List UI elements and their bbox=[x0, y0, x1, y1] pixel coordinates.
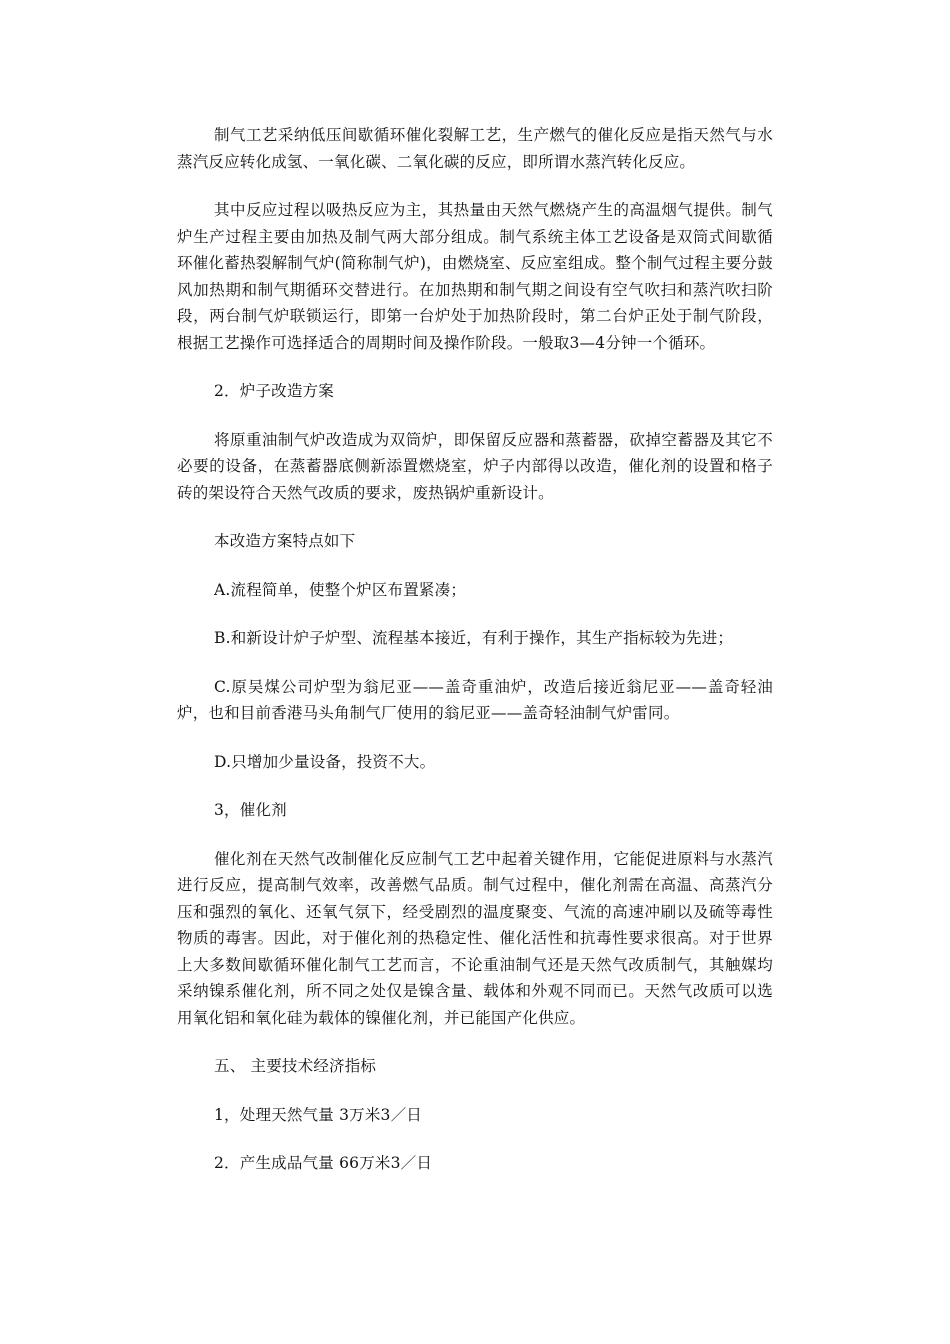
list-item-feature-d: D.只增加少量设备，投资不大。 bbox=[214, 752, 436, 771]
paragraph-process-intro: 制气工艺采纳低压间歇循环催化裂解工艺，生产燃气的催化反应是指天然气与水蒸汽反应转化成氢、一氧化碳、二氧化碳的反应，即所谓水蒸汽转化反应。 bbox=[177, 126, 773, 171]
paragraph-reaction-process: 其中反应过程以吸热反应为主，其热量由天然气燃烧产生的高温烟气提供。制气炉生产过程主要由加热及制气两大部分组成。制气系统主体工艺设备是双筒式间歇循环催化蓄热裂解制气炉(简称制气炉)，由燃烧室、反应室组成。整个制气过程主要分鼓风加热期和制气期循环交替进行。在加热期和制气期之间设有空气吹扫和蒸汽吹扫阶段，两台制气炉联锁运行，即第一台炉处于加热阶段时，第二台炉正处于制气阶段，根据工艺操作可选择适合的周期时间及操作阶段。一般取3—4分钟一个循环。 bbox=[177, 201, 773, 352]
indicator-product-gas-volume: 2．产生成品气量 66万米3／日 bbox=[214, 1154, 433, 1172]
list-item-feature-a: A.流程简单，使整个炉区布置紧凑； bbox=[214, 580, 467, 599]
heading-technical-indicators: 五、 主要技术经济指标 bbox=[214, 1057, 377, 1075]
list-item-feature-c: C.原吴煤公司炉型为翁尼亚——盖奇重油炉，改造后接近翁尼亚——盖奇轻油炉，也和目前香港马头角制气厂使用的翁尼亚——盖奇轻油制气炉雷同。 bbox=[177, 677, 773, 722]
heading-furnace-retrofit: 2．炉子改造方案 bbox=[214, 382, 334, 400]
paragraph-features-intro: 本改造方案特点如下 bbox=[214, 532, 356, 550]
list-item-feature-b: B.和新设计炉子炉型、流程基本接近，有利于操作，其生产指标较为先进； bbox=[214, 629, 734, 647]
document-body bbox=[177, 122, 773, 1177]
paragraph-catalyst: 催化剂在天然气改制催化反应制气工艺中起着关键作用，它能促进原料与水蒸汽进行反应，提高制气效率，改善燃气品质。制气过程中，催化剂需在高温、高蒸汽分压和强烈的氧化、还氧气氛下，经受剧烈的温度聚变、气流的高速冲刷以及硫等毒性物质的毒害。因此，对于催化剂的热稳定性、催化活性和抗毒性要求很高。对于世界上大多数间歇循环催化制气工艺而言，不论重油制气还是天然气改质制气，其触媒均采纳镍系催化剂，所不同之处仅是镍含量、载体和外观不同而已。天然气改质可以选用氧化铝和氧化硅为载体的镍催化剂，并已能国产化供应。 bbox=[177, 849, 773, 1027]
indicator-natural-gas-volume: 1，处理天然气量 3万米3／日 bbox=[214, 1105, 423, 1124]
paragraph-retrofit-plan: 将原重油制气炉改造成为双筒炉，即保留反应器和蒸蓄器，砍掉空蓄器及其它不必要的设备，在蒸蓄器底侧新添置燃烧室，炉子内部得以改造，催化剂的设置和格子砖的架设符合天然气改质的要求，废热锅炉重新设计。 bbox=[177, 430, 773, 502]
heading-catalyst: 3，催化剂 bbox=[214, 801, 287, 819]
